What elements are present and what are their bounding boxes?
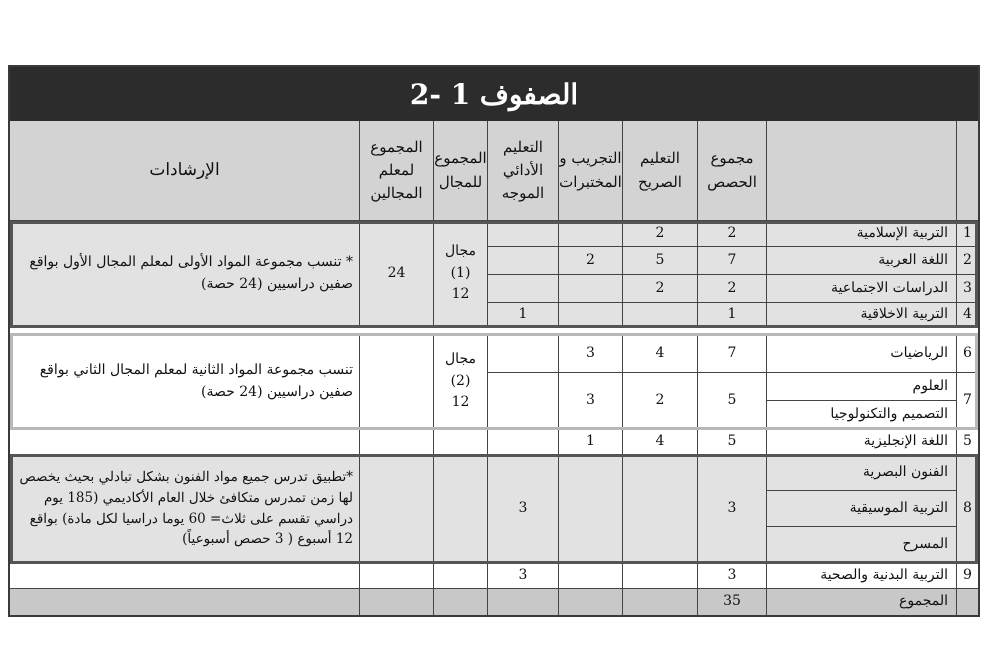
r5-subject: اللغة الإنجليزية	[767, 429, 957, 455]
group1-domain-number: (1)	[450, 264, 471, 281]
r1-number: 1	[957, 221, 978, 247]
r5-experiment: 1	[559, 429, 623, 455]
r1-experiment	[559, 221, 623, 247]
header-total-teacher: المجموع لمعلم المجالين	[360, 121, 434, 221]
r2-total: 7	[698, 247, 767, 275]
table-title: الصفوف 1 -2	[10, 67, 978, 121]
r5-number: 5	[957, 429, 978, 455]
r4-explicit	[623, 303, 698, 327]
header-explicit: التعليم الصريح	[623, 121, 698, 221]
r9-total: 3	[698, 563, 767, 589]
r4-total: 1	[698, 303, 767, 327]
group-separator	[10, 327, 978, 335]
r8-total: 3	[698, 455, 767, 563]
r9-teacher-total	[360, 563, 434, 589]
group2-domain	[434, 335, 488, 429]
group2-note: تنسب مجموعة المواد الثانية لمعلم المجال الثاني بواقع صفين دراسيين (24 حصة)	[10, 335, 360, 429]
r3-explicit: 2	[623, 275, 698, 303]
r5-teacher-total	[360, 429, 434, 455]
group3-teacher-total	[360, 455, 434, 563]
header-total-periods: مجموع الحصص	[698, 121, 767, 221]
r6-subject: الرياضيات	[767, 335, 957, 373]
r6-experiment: 3	[559, 335, 623, 373]
header-guidance: الإرشادات	[10, 121, 360, 221]
r9-note	[10, 563, 360, 589]
r8-subject-visual-arts: الفنون البصرية	[767, 455, 957, 491]
r6-number: 6	[957, 335, 978, 373]
r9-number: 9	[957, 563, 978, 589]
group1-teacher-total: 24	[360, 221, 434, 327]
r2-performance	[488, 247, 559, 275]
r2-explicit: 5	[623, 247, 698, 275]
r7-explicit: 2	[623, 373, 698, 429]
footer-explicit	[623, 589, 698, 615]
r1-explicit: 2	[623, 221, 698, 247]
group1-domain	[434, 221, 488, 327]
r7-total: 5	[698, 373, 767, 429]
group3-note: *تطبيق تدرس جميع مواد الفنون بشكل تبادلي بحيث يخصص لها زمن تمدرس متكافئ خلال العام الأكاديمي (185 يوم دراسي تقسم على ثلاث= 60 يوما دراسيا لكل مادة) بواقع 12 أسبوع ( 3 حصص أسبوعياً)	[10, 455, 360, 563]
r5-domain	[434, 429, 488, 455]
r8-experiment	[559, 455, 623, 563]
r7-experiment: 3	[559, 373, 623, 429]
r4-experiment	[559, 303, 623, 327]
r8-subject-theater: المسرح	[767, 527, 957, 563]
footer-experiment	[559, 589, 623, 615]
header-total-domain: المجموع للمجال	[434, 121, 488, 221]
r4-performance: 1	[488, 303, 559, 327]
footer-total: 35	[698, 589, 767, 615]
footer-guidance	[10, 589, 360, 615]
r1-performance	[488, 221, 559, 247]
r9-subject: التربية البدنية والصحية	[767, 563, 957, 589]
r3-performance	[488, 275, 559, 303]
footer-number	[957, 589, 978, 615]
r4-number: 4	[957, 303, 978, 327]
r3-subject: الدراسات الاجتماعية	[767, 275, 957, 303]
group2-domain-number: (2)	[450, 372, 471, 389]
r7-number: 7	[957, 373, 978, 429]
r2-number: 2	[957, 247, 978, 275]
r8-number: 8	[957, 455, 978, 563]
r9-performance: 3	[488, 563, 559, 589]
r5-note	[10, 429, 360, 455]
r9-experiment	[559, 563, 623, 589]
r8-explicit	[623, 455, 698, 563]
group2-teacher-total	[360, 335, 434, 429]
r5-total: 5	[698, 429, 767, 455]
r6-total: 7	[698, 335, 767, 373]
r3-number: 3	[957, 275, 978, 303]
footer-label: المجموع	[767, 589, 957, 615]
r5-performance	[488, 429, 559, 455]
group1-domain-total: 12	[451, 286, 470, 303]
r1-total: 2	[698, 221, 767, 247]
group1-domain-label: مجال	[445, 242, 476, 259]
footer-performance	[488, 589, 559, 615]
r6-performance	[488, 335, 559, 373]
group2-domain-label: مجال	[445, 350, 476, 367]
r1-subject: التربية الإسلامية	[767, 221, 957, 247]
r6-explicit: 4	[623, 335, 698, 373]
curriculum-table	[8, 65, 980, 617]
header-number	[957, 121, 978, 221]
header-subject	[767, 121, 957, 221]
group1-note: * تنسب مجموعة المواد الأولى لمعلم المجال الأول بواقع صفين دراسيين (24 حصة)	[10, 221, 360, 327]
r8-subject-music: التربية الموسيقية	[767, 491, 957, 527]
r5-explicit: 4	[623, 429, 698, 455]
footer-domain	[434, 589, 488, 615]
r9-domain	[434, 563, 488, 589]
r7-subject-design: التصميم والتكنولوجيا	[767, 401, 957, 429]
r3-experiment	[559, 275, 623, 303]
r4-subject: التربية الاخلاقية	[767, 303, 957, 327]
footer-teacher-total	[360, 589, 434, 615]
r2-experiment: 2	[559, 247, 623, 275]
group2-domain-total: 12	[451, 394, 470, 411]
r7-performance	[488, 373, 559, 429]
r8-performance: 3	[488, 455, 559, 563]
r2-subject: اللغة العربية	[767, 247, 957, 275]
r3-total: 2	[698, 275, 767, 303]
group3-domain	[434, 455, 488, 563]
r7-subject-science: العلوم	[767, 373, 957, 401]
header-experiment: التجريب و المختبرات	[559, 121, 623, 221]
header-performance: التعليم الأدائي الموجه	[488, 121, 559, 221]
r9-explicit	[623, 563, 698, 589]
